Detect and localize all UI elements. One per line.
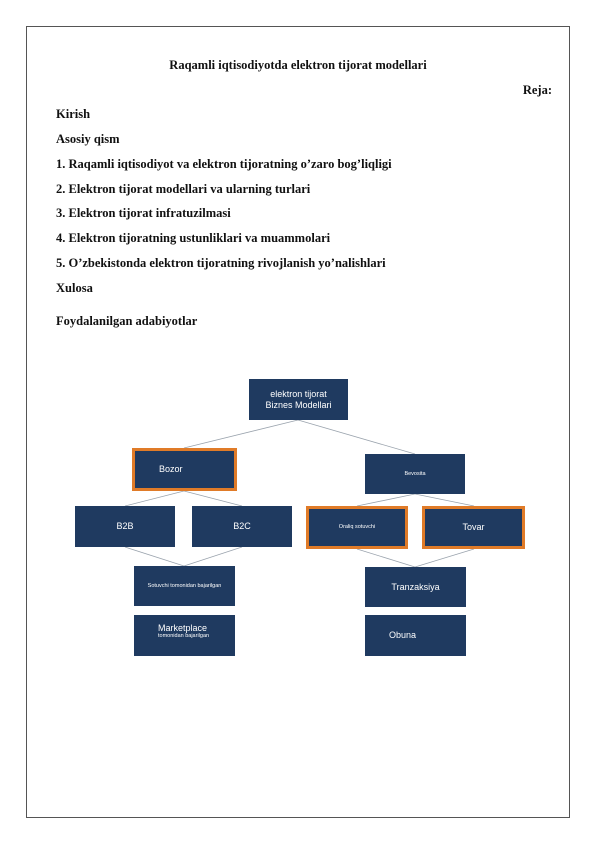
connector-oraliq-tranzaksiya xyxy=(357,549,415,567)
node-bevosita xyxy=(365,454,465,494)
node-tovar-label: Tovar xyxy=(462,522,485,533)
node-tovar xyxy=(422,506,525,549)
node-b2b xyxy=(75,506,175,547)
node-root-line2: Biznes Modellari xyxy=(265,399,332,410)
node-sotuvchi-bajarilgan-label: Sotuvchi tomonidan bajarilgan xyxy=(147,582,222,589)
node-b2c xyxy=(192,506,292,547)
document-title: Raqamli iqtisodiyotda elektron tijorat modellari xyxy=(169,58,427,72)
plan-line-5: 5. O’zbekistonda elektron tijoratning rivojlanish yo’nalishlari xyxy=(56,256,386,270)
plan-line-main: Asosiy qism xyxy=(56,132,120,146)
node-marketplace-line1: Marketplace xyxy=(158,623,208,633)
plan-label: Reja: xyxy=(522,83,552,97)
plan-line-3: 3. Elektron tijorat infratuzilmasi xyxy=(56,206,231,220)
node-bevosita-label: Bevosita xyxy=(404,470,426,477)
node-bozor-label: Bozor xyxy=(159,464,183,475)
connector-b2b-sotuvchi xyxy=(125,547,184,566)
connector-bevosita-oraliq xyxy=(357,494,415,506)
connector-bozor-b2b xyxy=(125,491,184,506)
connector-root-bozor xyxy=(184,420,298,448)
plan-line-conclusion: Xulosa xyxy=(56,281,93,295)
node-oraliq-sotuvchi xyxy=(306,506,408,549)
node-obuna xyxy=(365,615,466,656)
node-b2c-label: B2C xyxy=(233,521,251,532)
connector-root-bevosita xyxy=(298,420,415,454)
plan-line-references: Foydalanilgan adabiyotlar xyxy=(56,314,198,328)
node-tranzaksiya-label: Tranzaksiya xyxy=(391,581,440,592)
node-b2b-label: B2B xyxy=(116,521,134,532)
connector-bozor-b2c xyxy=(184,491,242,506)
node-oraliq-sotuvchi-label: Oraliq sotuvchi xyxy=(338,524,376,531)
node-bozor xyxy=(132,448,237,491)
node-marketplace-line2: tomonidan bajarilgan xyxy=(158,633,210,640)
connector-tovar-tranzaksiya xyxy=(415,549,474,567)
node-marketplace xyxy=(134,615,235,656)
plan-line-4: 4. Elektron tijoratning ustunliklari va muammolari xyxy=(56,231,331,245)
plan-line-1: 1. Raqamli iqtisodiyot va elektron tijoratning o’zaro bog’liqligi xyxy=(56,157,392,171)
node-root xyxy=(249,379,348,420)
node-root-line1: elektron tijorat xyxy=(270,389,327,400)
plan-line-2: 2. Elektron tijorat modellari va ularning turlari xyxy=(56,182,311,196)
node-sotuvchi-bajarilgan xyxy=(134,566,235,606)
node-tranzaksiya xyxy=(365,567,466,607)
connector-b2c-sotuvchi xyxy=(184,547,242,566)
plan-line-intro: Kirish xyxy=(56,107,91,121)
node-obuna-label: Obuna xyxy=(389,630,417,641)
connector-bevosita-tovar xyxy=(415,494,474,506)
